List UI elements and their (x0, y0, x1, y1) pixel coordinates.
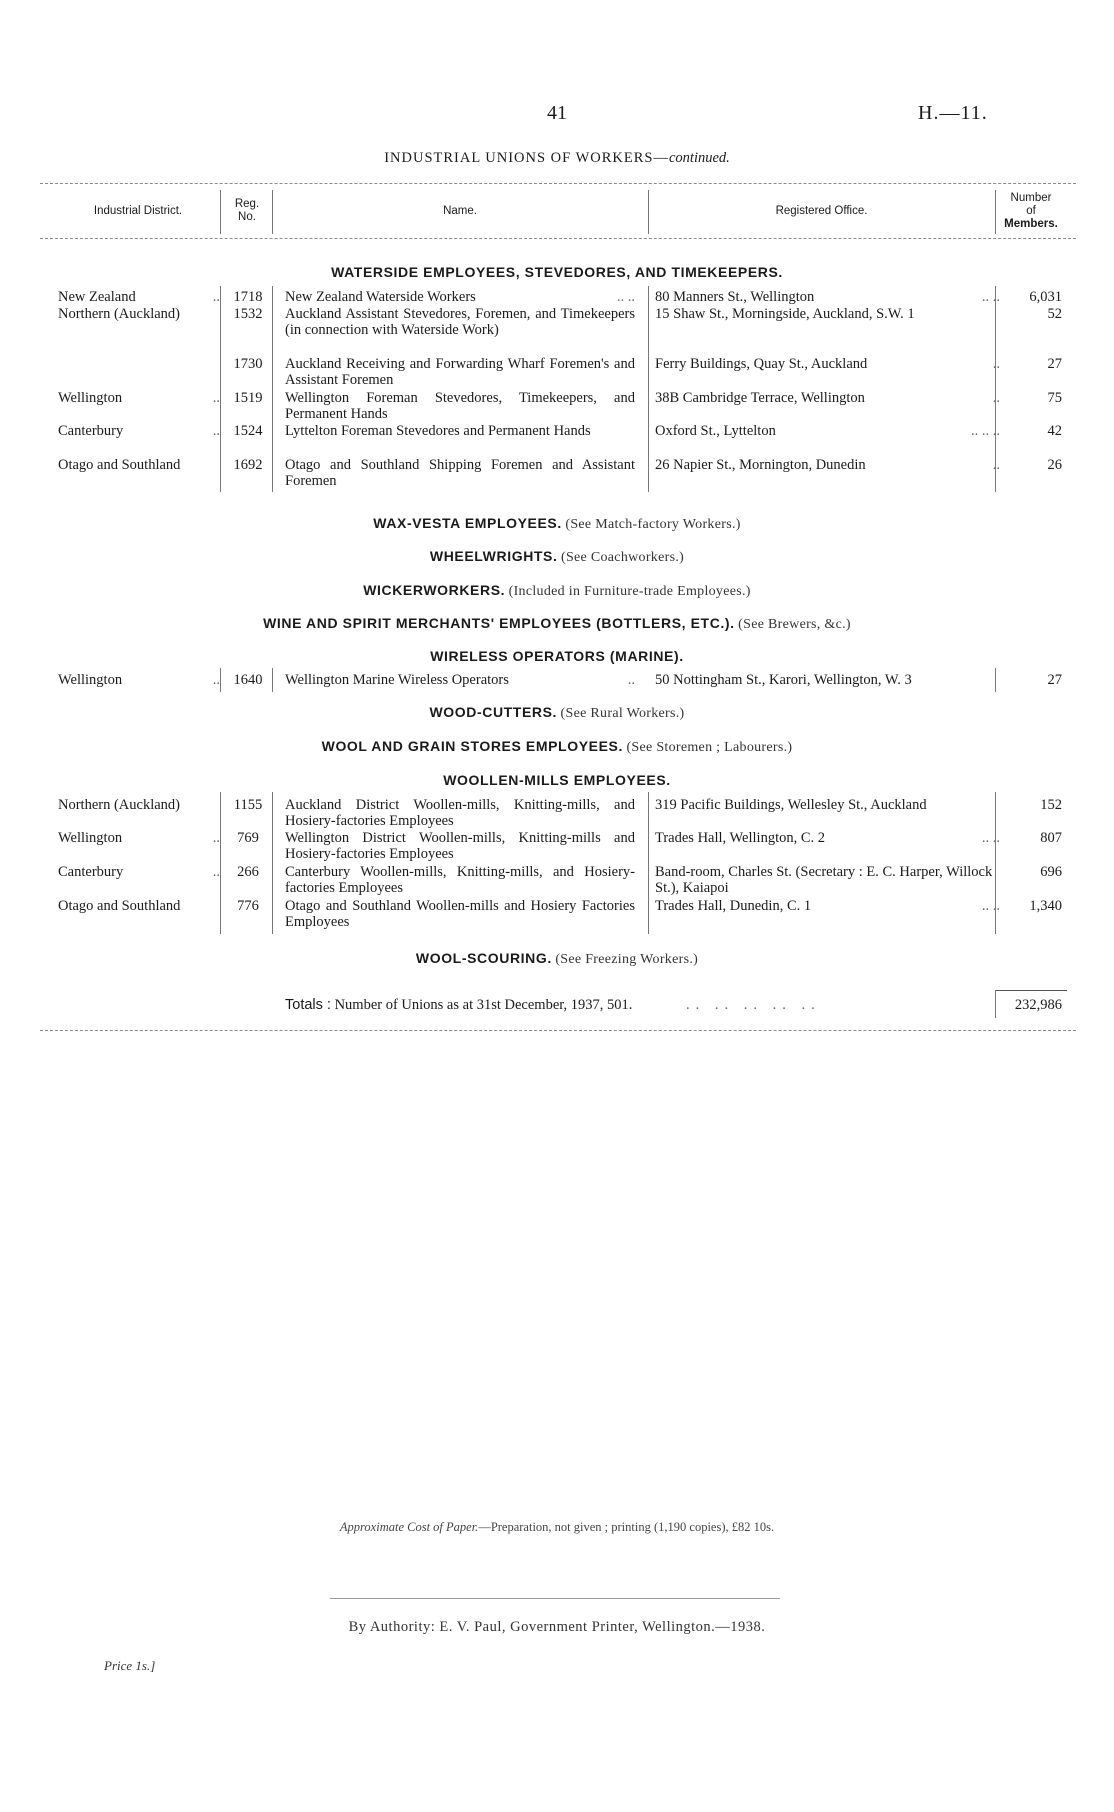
column-header-members-line2: of (1026, 205, 1036, 217)
totals-label: Totals : (285, 997, 331, 1013)
column-header-members (996, 192, 1066, 231)
section-heading-wood-cutters (0, 704, 1114, 722)
section-heading-woollen-mills-text: WOOLLEN-MILLS EMPLOYEES. (443, 772, 671, 788)
column-header-district: Industrial District. (93, 205, 183, 217)
column-header-members-line3: Members. (1004, 218, 1058, 230)
table-row-office (655, 898, 1000, 914)
district-leader-dots: .. (212, 672, 220, 688)
page-number: 41 (547, 102, 567, 124)
office-leader-dots: .. (992, 457, 1000, 473)
table-row-office (655, 457, 1000, 473)
table-row-office (655, 423, 1000, 439)
totals-leader-dots: .. .. .. .. .. (686, 997, 821, 1013)
column-header-reg-line2: No. (238, 211, 256, 223)
section-note-wheelwrights: (See Coachworkers.) (560, 550, 685, 565)
office-text: Trades Hall, Wellington, C. 2 (655, 830, 826, 846)
district-leader-dots: .. (212, 390, 220, 406)
waterside-divider-2 (272, 286, 273, 492)
running-title-main: INDUSTRIAL UNIONS OF WORKERS— (384, 150, 669, 166)
section-heading-wax-vesta-text: WAX-VESTA EMPLOYEES. (373, 515, 562, 531)
district-leader-dots: .. (212, 864, 220, 880)
series-code: H.—11. (918, 102, 988, 124)
section-heading-woollen-mills (0, 772, 1114, 790)
table-row-name: Wellington District Woollen-mills, Knitting-mills and Hosiery-factories Employees (285, 830, 635, 862)
table-row-reg-no: 1718 (233, 289, 263, 305)
table-row-members: 52 (1047, 306, 1062, 322)
table-row-reg-no: 1519 (233, 390, 263, 406)
table-row-reg-no: 776 (237, 898, 259, 914)
column-header-members-line1: Number (1010, 192, 1052, 204)
office-leader-dots: .. (992, 390, 1000, 406)
table-row-name: Lyttelton Foreman Stevedores and Permanent Hands (285, 423, 591, 439)
woollen-divider-1 (220, 792, 221, 934)
table-row-office (655, 289, 1000, 305)
district-text: Wellington (58, 672, 123, 688)
column-header-reg (222, 198, 272, 224)
name-text: New Zealand Waterside Workers (285, 289, 476, 305)
district-leader-dots: .. (212, 289, 220, 305)
table-row-members: 26 (1047, 457, 1062, 473)
section-heading-wool-grain (0, 738, 1114, 756)
table-row-reg-no: 1532 (233, 306, 263, 322)
column-header-reg-line1: Reg. (234, 198, 260, 210)
table-row-reg-no: 769 (237, 830, 259, 846)
table-row-reg-no: 1524 (233, 423, 263, 439)
section-heading-wickerworkers-text: WICKERWORKERS. (363, 582, 506, 598)
section-note-wool-scouring: (See Freezing Workers.) (555, 952, 699, 967)
section-heading-wireless-text: WIRELESS OPERATORS (MARINE). (430, 648, 684, 664)
district-text: Wellington (58, 830, 123, 846)
office-text: 26 Napier St., Mornington, Dunedin (655, 457, 866, 473)
table-row-reg-no: 1155 (233, 797, 263, 813)
section-heading-waterside (0, 264, 1114, 282)
section-heading-wool-scouring-text: WOOL-SCOURING. (415, 950, 552, 966)
section-heading-wax-vesta (0, 515, 1114, 533)
table-row-members: 42 (1047, 423, 1062, 439)
office-text: 80 Manners St., Wellington (655, 289, 815, 305)
table-row-office (655, 356, 1000, 372)
section-heading-wool-scouring (0, 950, 1114, 968)
section-heading-wickerworkers (0, 582, 1114, 600)
table-row-members: 75 (1047, 390, 1062, 406)
table-row-district (58, 864, 220, 880)
printer-imprint: By Authority: E. V. Paul, Government Printer, Wellington.—1938. (348, 1619, 766, 1635)
office-leader-dots: .. .. (981, 289, 1000, 305)
table-row-name: Otago and Southland Woollen-mills and Hosiery Factories Employees (285, 898, 635, 930)
table-row-reg-no: 266 (237, 864, 259, 880)
district-text: Canterbury (58, 864, 124, 880)
cost-text: —Preparation, not given ; printing (1,190 copies), £82 10s. (478, 1520, 775, 1534)
office-leader-dots: .. .. (981, 830, 1000, 846)
imprint-rule (330, 1598, 780, 1599)
table-row-name: Auckland Assistant Stevedores, Foremen, and Timekeepers (in connection with Waterside Work) (285, 306, 635, 338)
section-heading-wood-cutters-text: WOOD-CUTTERS. (429, 704, 558, 720)
totals-line (285, 997, 821, 1014)
section-heading-wheelwrights (0, 548, 1114, 566)
office-text: Oxford St., Lyttelton (655, 423, 776, 439)
table-row-district (58, 672, 220, 688)
office-text: Trades Hall, Dunedin, C. 1 (655, 898, 812, 914)
table-row-name (285, 289, 635, 305)
table-row-district (58, 289, 220, 305)
section-note-wickerworkers: (Included in Furniture-trade Employees.) (508, 584, 751, 599)
section-heading-wheelwrights-text: WHEELWRIGHTS. (429, 548, 558, 564)
wireless-divider-2 (272, 668, 273, 692)
cost-of-paper-line (0, 1520, 1114, 1535)
table-row-office (655, 390, 1000, 406)
section-heading-wine-spirit (0, 615, 1114, 633)
table-row-name: Wellington Foreman Stevedores, Timekeepers, and Permanent Hands (285, 390, 635, 422)
waterside-divider-3 (648, 286, 649, 492)
district-text: Wellington (58, 390, 123, 406)
table-row-members: 27 (1047, 356, 1062, 372)
table-row-office: 15 Shaw St., Morningside, Auckland, S.W. 1 (655, 306, 915, 322)
totals-top-rule (995, 990, 1067, 991)
table-row-name: Auckland District Woollen-mills, Knitting-mills, and Hosiery-factories Employees (285, 797, 635, 829)
table-row-name: Canterbury Woollen-mills, Knitting-mills, and Hosiery-factories Employees (285, 864, 635, 896)
district-text: New Zealand (58, 289, 136, 305)
section-heading-waterside-text: WATERSIDE EMPLOYEES, STEVEDORES, AND TIMEKEEPERS. (331, 264, 783, 280)
header-divider-1 (220, 190, 221, 234)
table-row-reg-no: 1730 (233, 356, 263, 372)
table-row-district (58, 390, 220, 406)
section-note-wax-vesta: (See Match-factory Workers.) (565, 517, 741, 532)
district-leader-dots: .. (212, 423, 220, 439)
section-heading-wool-grain-text: WOOL AND GRAIN STORES EMPLOYEES. (321, 738, 623, 754)
table-row-district (58, 423, 220, 439)
running-title (0, 150, 1114, 167)
table-row-district: Northern (Auckland) (58, 306, 180, 322)
district-leader-dots: .. (212, 830, 220, 846)
header-bottom-rule (40, 238, 1076, 239)
woollen-divider-3 (648, 792, 649, 934)
cost-label: Approximate Cost of Paper. (339, 1520, 479, 1534)
table-row-members: 152 (1040, 797, 1062, 813)
name-leader-dots: .. (627, 672, 635, 688)
table-row-name: Auckland Receiving and Forwarding Wharf Foremen's and Assistant Foremen (285, 356, 635, 388)
section-note-wood-cutters: (See Rural Workers.) (560, 706, 685, 721)
table-bottom-rule (40, 1030, 1076, 1031)
table-row-name: Otago and Southland Shipping Foremen and Assistant Foremen (285, 457, 635, 489)
running-title-continued: continued. (668, 150, 730, 166)
table-row-district: Otago and Southland (58, 898, 181, 914)
table-row-name (285, 672, 635, 688)
section-heading-wireless (0, 648, 1114, 666)
table-row-office: 50 Nottingham St., Karori, Wellington, W. 3 (655, 672, 912, 688)
name-leader-dots: .. .. (616, 289, 635, 305)
table-row-office: 319 Pacific Buildings, Wellesley St., Auckland (655, 797, 927, 813)
table-row-members: 27 (1047, 672, 1062, 688)
table-row-reg-no: 1692 (233, 457, 263, 473)
waterside-divider-1 (220, 286, 221, 492)
district-text: Canterbury (58, 423, 124, 439)
office-leader-dots: .. .. .. (971, 423, 1000, 439)
table-row-office: Band-room, Charles St. (Secretary : E. C. Harper, Willock St.), Kaiapoi (655, 864, 993, 896)
name-text: Wellington Marine Wireless Operators (285, 672, 509, 688)
section-note-wool-grain: (See Storemen ; Labourers.) (626, 740, 793, 755)
price-label: Price 1s.] (104, 1658, 156, 1673)
office-text: 38B Cambridge Terrace, Wellington (655, 390, 865, 406)
table-row-district: Northern (Auckland) (58, 797, 180, 813)
table-row-office (655, 830, 1000, 846)
table-row-members: 6,031 (1029, 289, 1062, 305)
table-row-district (58, 830, 220, 846)
table-row-district: Otago and Southland (58, 457, 181, 473)
table-row-reg-no: 1640 (233, 672, 263, 688)
column-header-office: Registered Office. (775, 205, 868, 217)
table-row-members: 1,340 (1029, 898, 1062, 914)
totals-value: 232,986 (1014, 997, 1062, 1013)
office-leader-dots: .. .. (981, 898, 1000, 914)
totals-divider (995, 990, 996, 1018)
table-row-members: 807 (1040, 830, 1062, 846)
table-row-members: 696 (1040, 864, 1062, 880)
woollen-divider-2 (272, 792, 273, 934)
wireless-divider-1 (220, 668, 221, 692)
office-leader-dots: .. (992, 356, 1000, 372)
column-header-name: Name. (443, 205, 477, 217)
section-heading-wine-spirit-text: WINE AND SPIRIT MERCHANTS' EMPLOYEES (BOTTLERS, ETC.). (263, 615, 735, 631)
totals-text: Number of Unions as at 31st December, 1937, 501. (334, 997, 633, 1013)
header-top-rule (40, 183, 1076, 184)
office-text: Ferry Buildings, Quay St., Auckland (655, 356, 868, 372)
section-note-wine-spirit: (See Brewers, &c.) (738, 617, 851, 632)
